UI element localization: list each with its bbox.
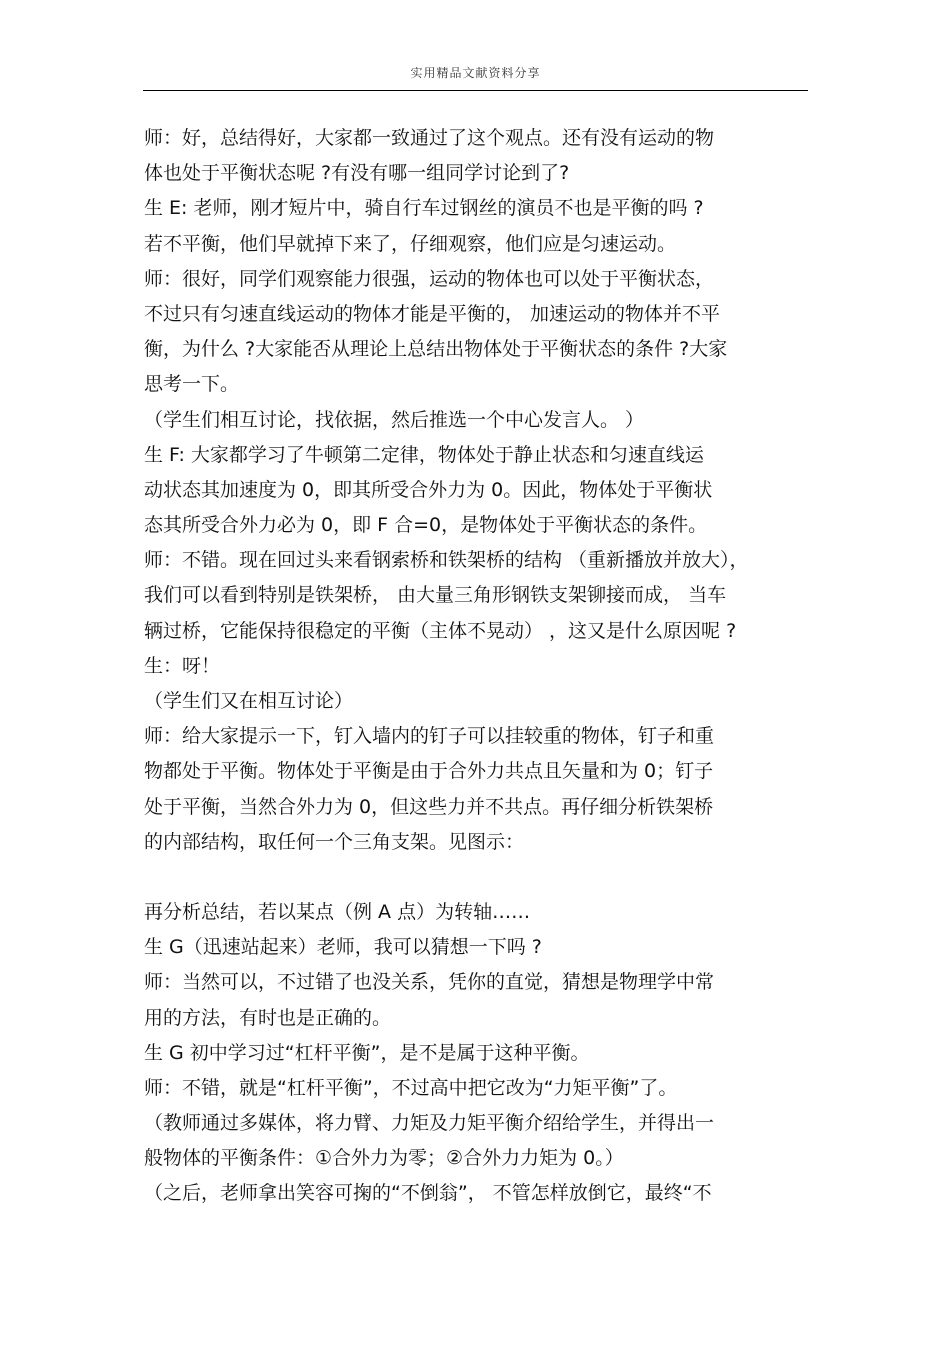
text-line: 处于平衡，当然合外力为 0，但这些力并不共点。再仔细分析铁架桥: [144, 795, 714, 818]
text-line: （学生们又在相互讨论）: [144, 690, 354, 712]
text-line: 再分析总结，若以某点（例 A 点）为转轴……: [144, 900, 531, 923]
text-line: 师：不错。现在回过头来看钢索桥和铁架桥的结构 （重新播放并放大），: [144, 549, 749, 572]
text-line: 思考一下。: [144, 373, 240, 396]
text-line: 态其所受合外力必为 0，即 F 合=0，是物体处于平衡状态的条件。: [144, 514, 708, 537]
text-line: 我们可以看到特别是铁架桥， 由大量三角形钢铁支架铆接而成， 当车: [144, 584, 727, 607]
text-line: 师：不错，就是“杠杆平衡”，不过高中把它改为“力矩平衡”了。: [144, 1076, 678, 1099]
text-line: （学生们相互讨论，找依据，然后推选一个中心发言人。 ）: [144, 408, 645, 431]
text-line: 师：好，总结得好，大家都一致通过了这个观点。还有没有运动的物: [144, 127, 715, 149]
text-line: 用的方法，有时也是正确的。: [144, 1006, 392, 1029]
text-line: 辆过桥，它能保持很稳定的平衡（主体不晃动） ，这又是什么原因呢 ?: [144, 619, 737, 642]
text-line: 物都处于平衡。物体处于平衡是由于合外力共点且矢量和为 0；钉子: [144, 760, 714, 783]
text-line: 师：很好，同学们观察能力很强，运动的物体也可以处于平衡状态，: [144, 267, 715, 290]
header-rule: [143, 90, 808, 91]
text-line: （教师通过多媒体，将力臂、力矩及力矩平衡介绍给学生，并得出一: [144, 1112, 715, 1135]
text-line: 生 G（迅速站起来）老师，我可以猜想一下吗 ?: [144, 936, 542, 959]
page-header: 实用精品文献资料分享: [410, 66, 541, 80]
text-line: 师：给大家提示一下，钉入墙内的钉子可以挂较重的物体，钉子和重: [144, 725, 715, 748]
text-line: 体也处于平衡状态呢 ?有没有哪一组同学讨论到了?: [144, 162, 570, 185]
text-line: 动状态其加速度为 0，即其所受合外力为 0。因此，物体处于平衡状: [144, 478, 713, 501]
text-line: 生 E: 老师，刚才短片中，骑自行车过钢丝的演员不也是平衡的吗 ?: [144, 197, 704, 220]
figure-gap: [144, 860, 812, 895]
text-line: 的内部结构，取任何一个三角支架。见图示：: [144, 830, 525, 853]
text-line: 生 G 初中学习过“杠杆平衡”，是不是属于这种平衡。: [144, 1041, 590, 1064]
text-line: 衡，为什么 ?大家能否从理论上总结出物体处于平衡状态的条件 ?大家: [144, 338, 728, 361]
text-line: 般物体的平衡条件：①合外力为零；②合外力力矩为 0。）: [144, 1147, 624, 1170]
text-line: 生 F: 大家都学习了牛顿第二定律，物体处于静止状态和匀速直线运: [144, 443, 704, 466]
document-body: [144, 121, 812, 1212]
text-line: 生：呀！: [144, 654, 221, 677]
text-line: （之后，老师拿出笑容可掬的“不倒翁”， 不管怎样放倒它，最终“不: [144, 1182, 712, 1205]
text-line: 师：当然可以，不过错了也没关系，凭你的直觉，猜想是物理学中常: [144, 971, 715, 994]
text-line: 若不平衡，他们早就掉下来了，仔细观察，他们应是匀速运动。: [144, 232, 677, 255]
text-line: 不过只有匀速直线运动的物体才能是平衡的， 加速运动的物体并不平: [144, 302, 721, 325]
